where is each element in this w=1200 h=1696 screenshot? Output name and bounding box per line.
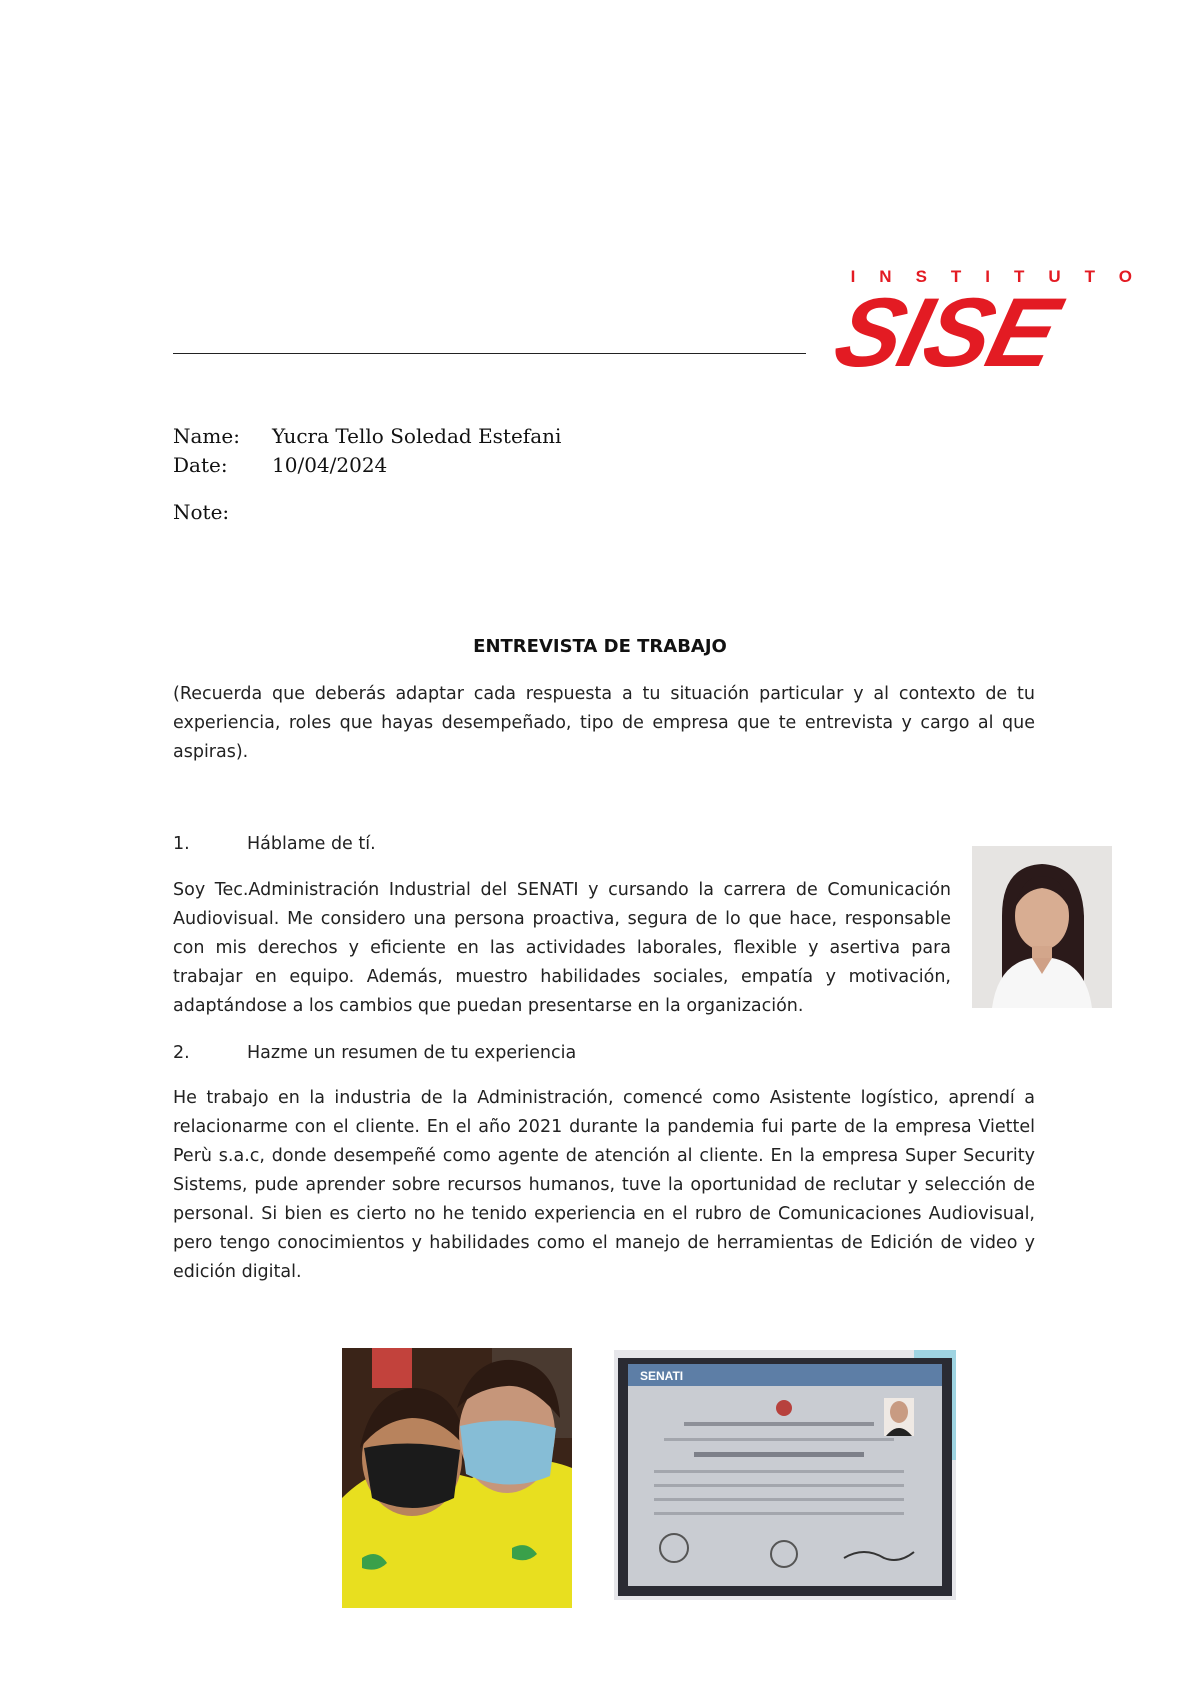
logo-main-text: SISE — [826, 278, 1068, 372]
document-title: ENTREVISTA DE TRABAJO — [473, 636, 727, 657]
intro-paragraph: (Recuerda que deberás adaptar cada respuesta a tu situación particular y al contexto de tu experiencia, roles que hayas desempeñado, tipo de empresa que te entrevista y cargo al que aspiras). — [173, 684, 1035, 762]
answer-2-paragraph: He trabajo en la industria de la Administración, comencé como Asistente logístico, aprendí a relacionarme con el cliente. En el año 2021 durante la pandemia fui parte de la empresa Viettel Perù s.a.c, donde desempeñé como agente de atención al cliente. En la empresa Super Security Sistems, pude aprender sobre recursos humanos, tuve la oportunidad de reclutar y selección de personal. Si bien es cierto no he tenido experiencia en el rubro de Comunicaciones Audiovisual, pero tengo conocimientos y habilidades como el manejo de herramientas de Edición de video y edición digital. — [173, 1088, 1035, 1282]
certificate-brand: SENATI — [640, 1369, 684, 1383]
name-value: Yucra Tello Soledad Estefani — [272, 424, 562, 448]
date-value: 10/04/2024 — [272, 453, 388, 477]
question-2-text: Hazme un resumen de tu experiencia — [247, 1043, 577, 1063]
certificate-photo — [614, 1350, 956, 1600]
question-2-number: 2. — [173, 1043, 190, 1063]
answer-1-paragraph: Soy Tec.Administración Industrial del SENATI y cursando la carrera de Comunicación Audiovisual. Me considero una persona proactiva, segura de lo que hace, responsable con mis derechos y eficiente en las actividades laborales, flexible y asertiva para trabajar en equipo. Además, muestro habilidades sociales, empatía y motivación, adaptándose a los cambios que puedan presentarse en la organización. — [173, 880, 951, 1016]
note-label: Note: — [173, 500, 230, 524]
date-label: Date: — [173, 453, 228, 477]
question-1-number: 1. — [173, 834, 190, 854]
name-label: Name: — [173, 424, 240, 448]
logo-top-text: INSTITUTO — [850, 267, 1156, 286]
instituto-sise-logo — [826, 262, 1166, 372]
header-rule — [173, 353, 806, 354]
portrait-photo — [972, 846, 1112, 1008]
question-1-text: Háblame de tí. — [247, 834, 376, 854]
selfie-photo — [342, 1348, 572, 1608]
